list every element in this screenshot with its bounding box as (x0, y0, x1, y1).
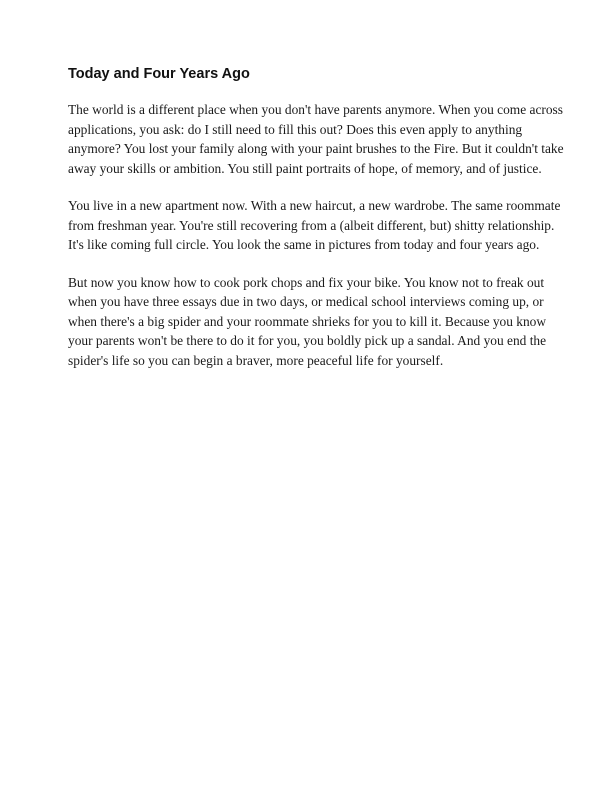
paragraph-1: The world is a different place when you don't have parents anymore. When you come across applications, you ask: do I still need to fill this out? Does this even apply to anything anymore? You lost your family along with your paint brushes to the Fire. But it couldn't take away your skills or ambition. You still paint portraits of hope, of memory, and of justice. (68, 102, 564, 176)
paragraph-3: But now you know how to cook pork chops and fix your bike. You know not to freak out when you have three essays due in two days, or medical school interviews coming up, or when there's a big spider and your roommate shrieks for you to kill it. Because you know your parents won't be there to do it for you, you boldly pick up a sandal. And you end the spider's life so you can begin a braver, more peaceful life for yourself. (68, 274, 547, 368)
paragraph-2: You live in a new apartment now. With a new haircut, a new wardrobe. The same roommate from freshman year. You're still recovering from a (albeit different, but) shitty relationship. It's like coming full circle. You look the same in pictures from today and four years ago. (68, 198, 561, 252)
document-title: Today and Four Years Ago (68, 66, 250, 82)
